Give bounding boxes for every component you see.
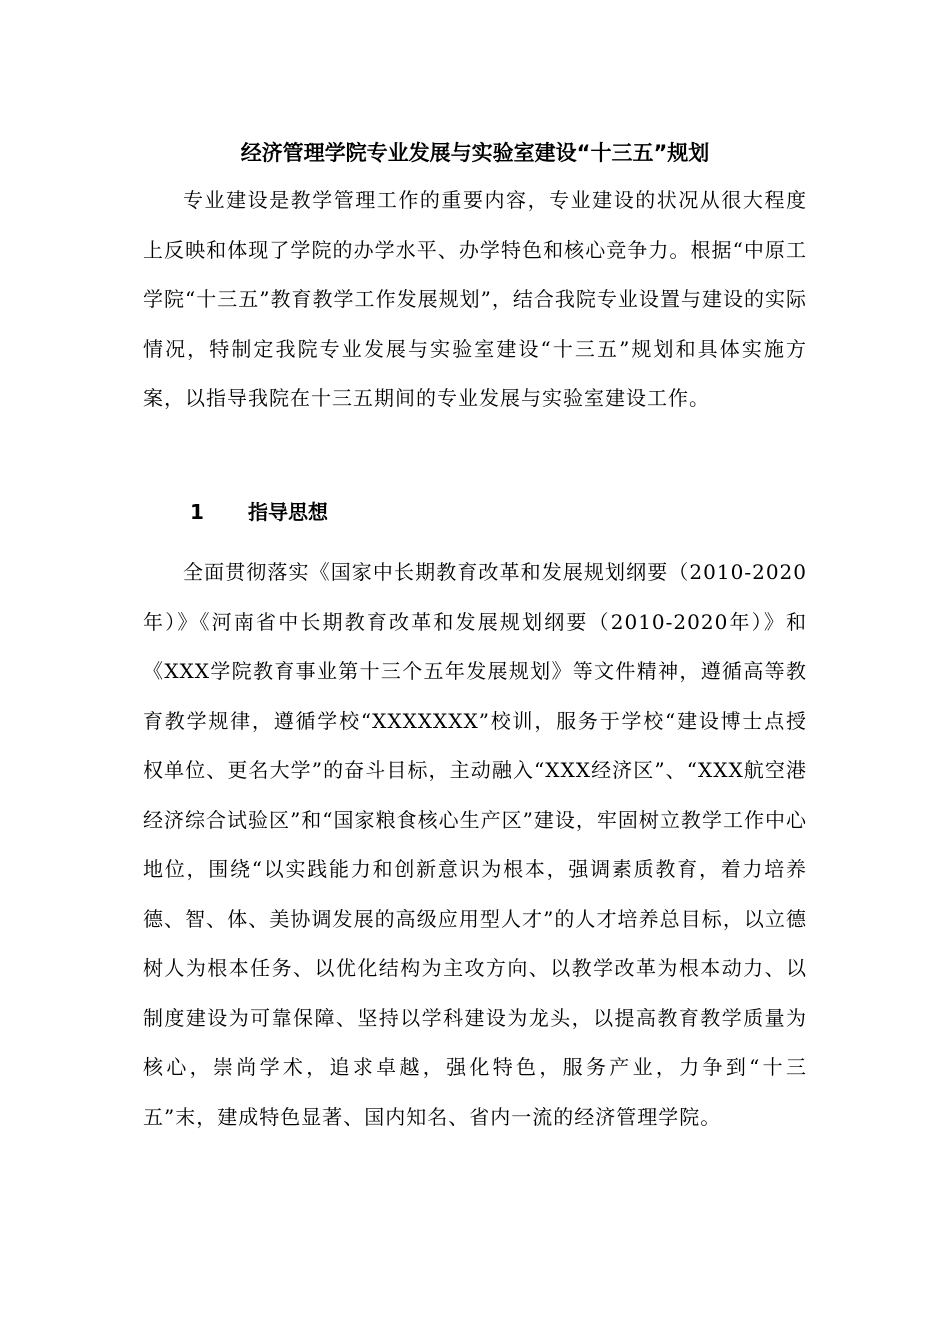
document-title: 经济管理学院专业发展与实验室建设“十三五”规划	[240, 141, 710, 165]
section-number: 1	[190, 500, 204, 524]
section-heading-text: 指导思想	[248, 500, 328, 524]
guiding-ideology-paragraph: 全面贯彻落实《国家中长期教育改革和发展规划纲要（2010-2020年）》《河南省中长期教育改革和发展规划纲要（2010-2020年）》和《XXX学院教育事业第十三个五年发展规划》等文件精神，遵循高等教育教学规律，遵循学校“XXXXXXX”校训，服务于学校“建设博士点授权单位、更名大学”的奋斗目标，主动融入“XXX经济区”、“XXX航空港经济综合试验区”和“国家粮食核心生产区”建设，牢固树立教学工作中心地位，围绕“以实践能力和创新意识为根本，强调素质教育，着力培养德、智、体、美协调发展的高级应用型人才”的人才培养总目标，以立德树人为根本任务、以优化结构为主攻方向、以教学改革为根本动力、以制度建设为可靠保障、坚持以学科建设为龙头，以提高教育教学质量为核心，崇尚学术，追求卓越，强化特色，服务产业，力争到“十三五”末，建成特色显著、国内知名、省内一流的经济管理学院。	[143, 560, 807, 1129]
intro-paragraph: 专业建设是教学管理工作的重要内容，专业建设的状况从很大程度上反映和体现了学院的办学水平、办学特色和核心竞争力。根据“中原工学院“十三五”教育教学工作发展规划”，结合我院专业设置与建设的实际情况，特制定我院专业发展与实验室建设“十三五”规划和具体实施方案，以指导我院在十三五期间的专业发展与实验室建设工作。	[143, 188, 807, 410]
section-heading-guiding-ideology	[190, 496, 328, 528]
